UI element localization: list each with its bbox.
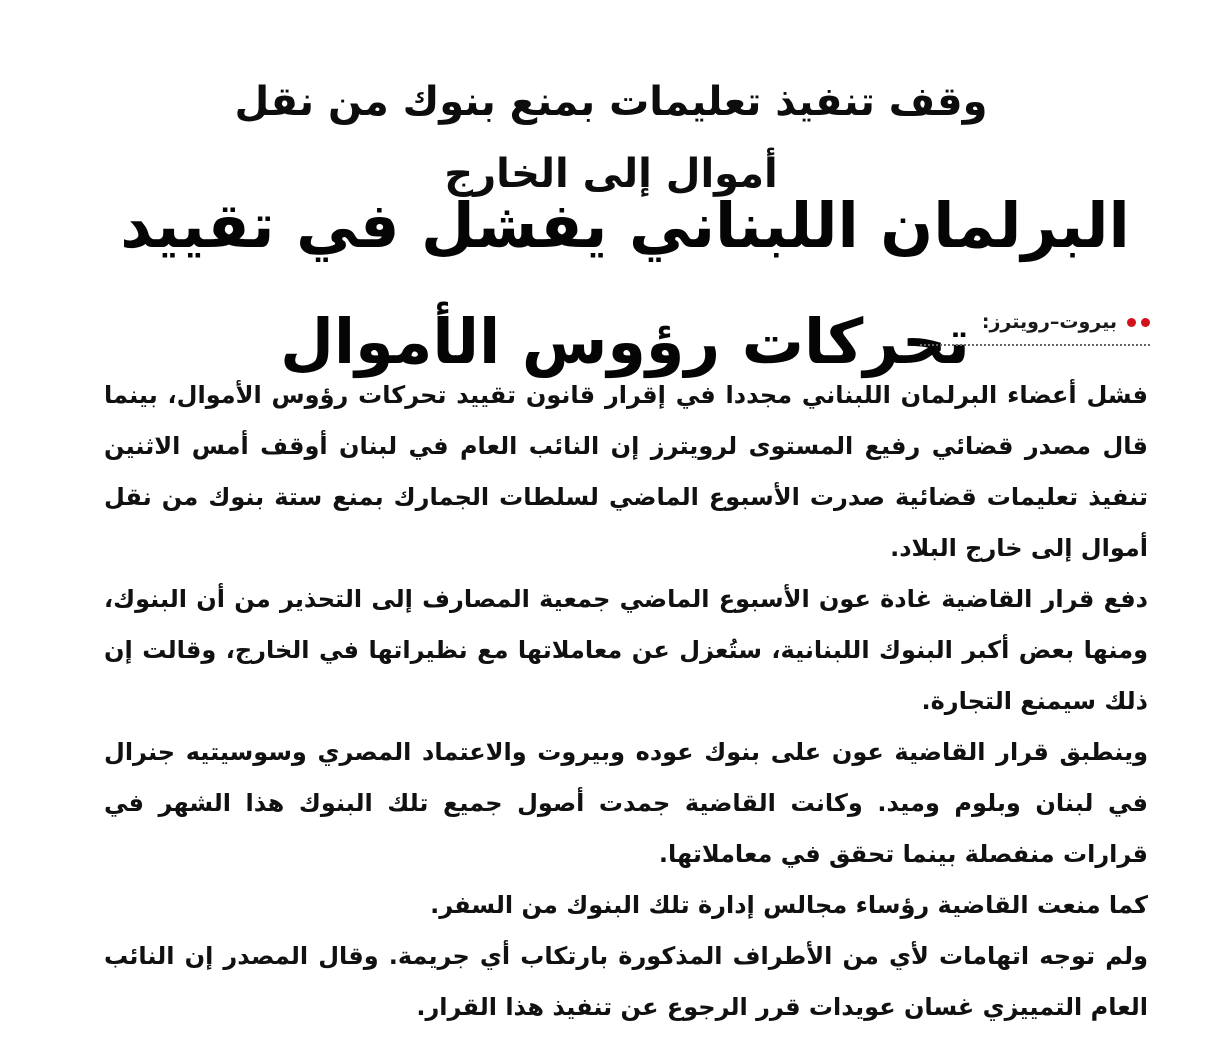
article-headline: البرلمان اللبناني يفشل في تقييد تحركات رؤوس الأموال — [120, 189, 1130, 378]
article-paragraph: وينطبق قرار القاضية عون على بنوك عوده وبيروت والاعتماد المصري وسوسيتيه جنرال في لبنان وبلوم وميد. وكانت القاضية جمدت أصول جميع تلك البنوك هذا الشهر في قرارات منفصلة بينما تحقق في معاملاتها. — [104, 738, 1148, 868]
article-paragraph: ولم توجه اتهامات لأي من الأطراف المذكورة بارتكاب أي جريمة. وقال المصدر إن النائب العام التمييزي غسان عويدات قرر الرجوع عن تنفيذ هذا القرار. — [104, 942, 1148, 1021]
article-paragraph: دفع قرار القاضية غادة عون الأسبوع الماضي جمعية المصارف إلى التحذير من أن البنوك، ومنها بعض أكبر البنوك اللبنانية، ستُعزل عن معاملاتها مع نظيراتها في الخارج، وقالت إن ذلك سيمنع التجارة. — [104, 585, 1148, 715]
bullet-dot-icon — [1127, 318, 1136, 327]
dateline-text: بيروت–رويترز: — [981, 311, 1117, 333]
article-body — [104, 370, 1148, 1033]
article-kicker: وقف تنفيذ تعليمات بمنع بنوك من نقل أموال إلى الخارج — [234, 79, 988, 197]
article-paragraph: فشل أعضاء البرلمان اللبناني مجددا في إقرار قانون تقييد تحركات رؤوس الأموال، بينما قال مصدر قضائي رفيع المستوى لرويترز إن النائب العام في لبنان أوقف أمس الاثنين تنفيذ تعليمات قضائية صدرت الأسبوع الماضي لسلطات الجمارك بمنع ستة بنوك من نقل أموال إلى خارج البلاد. — [104, 381, 1148, 562]
bullet-dot-icon — [1141, 318, 1150, 327]
dateline — [920, 300, 1150, 346]
red-bullets-icon — [1127, 318, 1150, 327]
article-paragraph: كما منعت القاضية رؤساء مجالس إدارة تلك البنوك من السفر. — [430, 891, 1148, 919]
